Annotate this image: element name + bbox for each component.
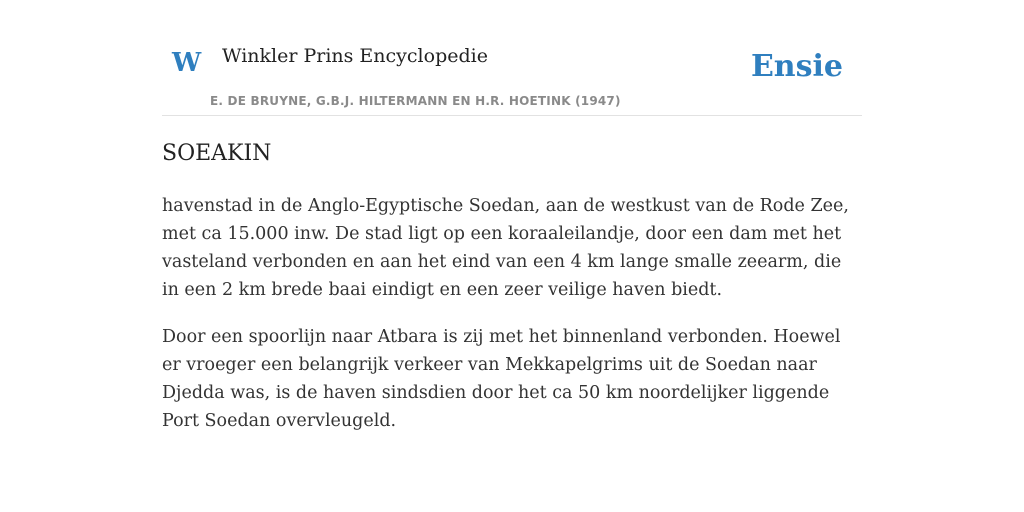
source-header bbox=[162, 0, 862, 116]
ensie-logo-link[interactable]: Ensie bbox=[750, 49, 843, 84]
winkler-prins-logo[interactable]: W bbox=[172, 48, 202, 78]
source-authors: E. DE BRUYNE, G.B.J. HILTERMANN EN H.R. HOETINK (1947) bbox=[210, 94, 621, 108]
article-title: SOEAKIN bbox=[162, 141, 272, 166]
article-body bbox=[162, 192, 862, 454]
article-paragraph-1: havenstad in de Anglo-Egyptische Soedan, aan de westkust van de Rode Zee, met ca 15.000 inw. De stad ligt op een koraaleilandje, door een dam met het vasteland verbonden en aan het eind van een 4 km lange smalle zeearm, die in een 2 km brede baai eindigt en een zeer veilige haven biedt. bbox=[162, 196, 849, 300]
source-title[interactable]: Winkler Prins Encyclopedie bbox=[222, 45, 488, 67]
article-paragraph-2: Door een spoorlijn naar Atbara is zij met het binnenland verbonden. Hoewel er vroeger een belangrijk verkeer van Mekkapelgrims uit de Soedan naar Djedda was, is de haven sindsdien door het ca 50 km noordelijker liggende Port Soedan overvleugeld. bbox=[162, 327, 841, 431]
article-page bbox=[162, 0, 862, 431]
